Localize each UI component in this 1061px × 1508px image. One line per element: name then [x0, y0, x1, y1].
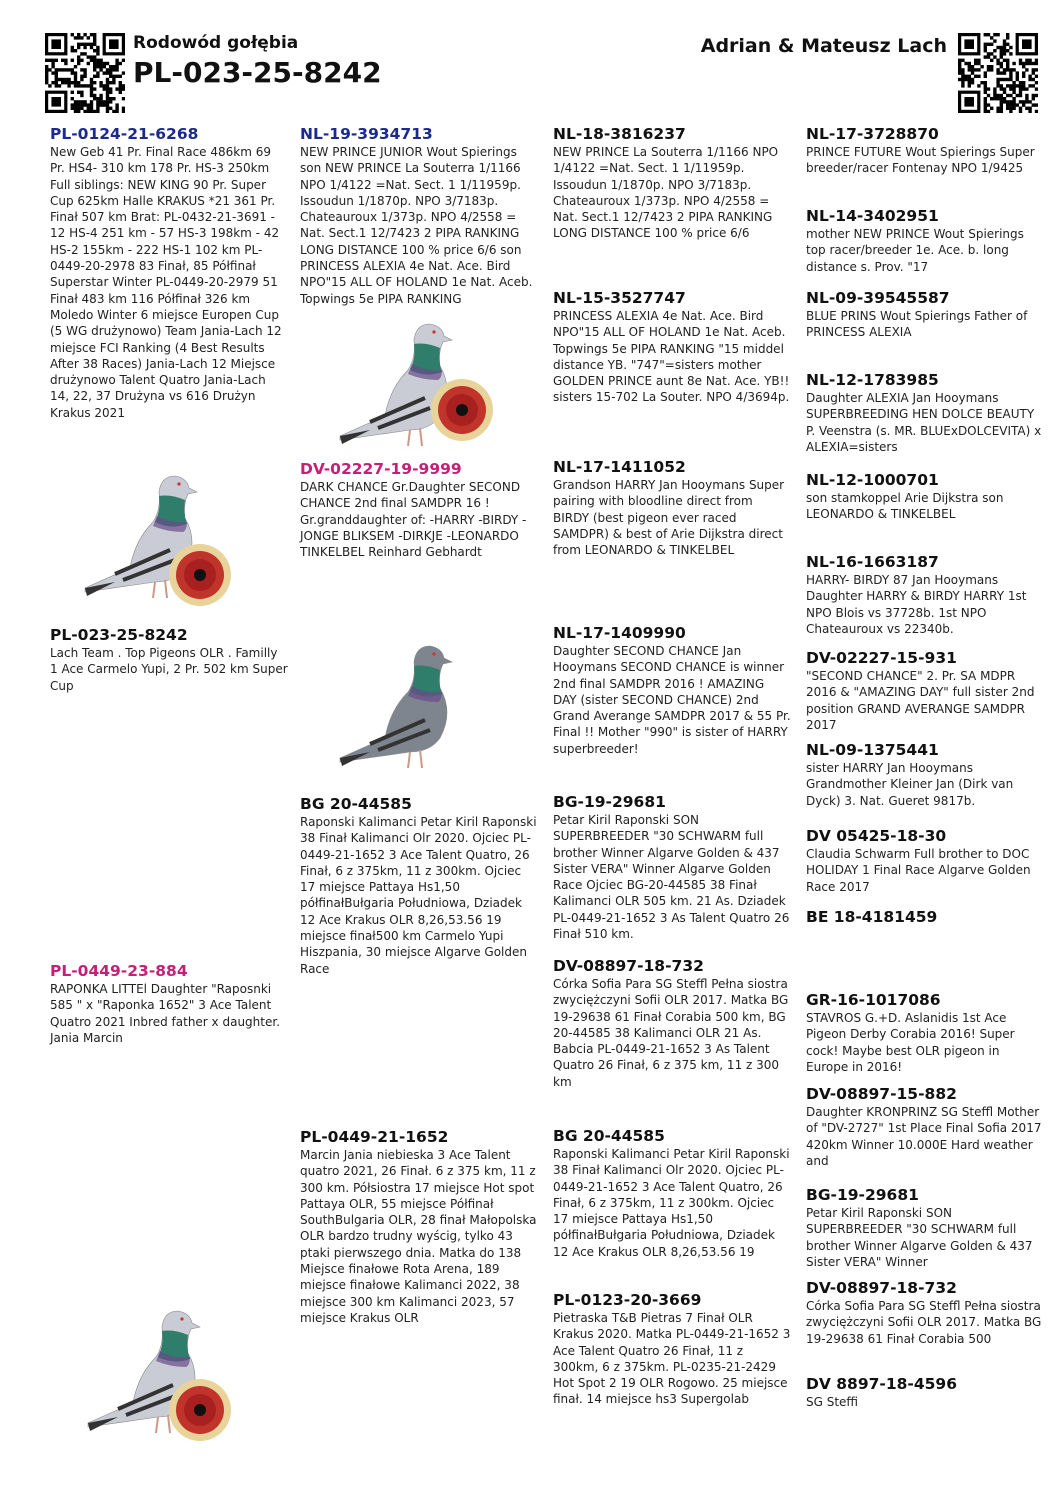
ring-number: NL-09-1375441 [806, 741, 939, 759]
pigeon-description: Claudia Schwarm Full brother to DOC HOLIDAY 1 Final Race Algarve Golden Race 2017 [806, 847, 1031, 894]
pedigree-entry [806, 207, 1044, 275]
pigeon-description: NEW PRINCE JUNIOR Wout Spierings son NEW PRINCE La Souterra 1/1166 NPO 1/4122 =Nat. Sect. 1 1/11959p. Issoudun 1/1870p. NPO 3/7183p. Chateauroux 1/373p. NPO 4/2558 = Nat. Sect.1 12/7423 2 PIPA RANKING LONG DISTANCE 100 % price 6/6 son PRINCESS ALEXIA 4e Nat. Ace. Bird NPO"15 ALL OF HOLAND 1e Nat. Aceb. Topwings 5e PIPA RANKING [300, 145, 533, 306]
pedigree-entry [806, 741, 1044, 809]
pigeon-description: PRINCESS ALEXIA 4e Nat. Ace. Bird NPO"15 ALL OF HOLAND 1e Nat. Aceb. Topwings 5e PIPA RANKING "15 middel distance YB. "747"=sisters mother GOLDEN PRINCE aunt 8e Nat. Ace. YB!! sisters 15-702 La Souter. NPO 4/3694p. [553, 309, 790, 405]
pigeon-description: HARRY- BIRDY 87 Jan Hooymans Daughter HARRY & BIRDY HARRY 1st NPO Blois vs 37728b. 1st NPO Chateauroux vs 22340b. [806, 573, 1027, 636]
pedigree-entry [553, 957, 791, 1090]
pedigree-entry [553, 125, 791, 242]
ring-number: BG 20-44585 [300, 795, 412, 813]
pedigree-entry [806, 1186, 1044, 1270]
pigeon-description: New Geb 41 Pr. Final Race 486km 69 Pr. HS4- 310 km 178 Pr. HS-3 250km Full siblings: NEW KING 90 Pr. Super Cup 625km Halle KRAKUS *21 361 Pr. Finał 507 km Brat: PL-0432-21-3691 - 12 HS-4 251 km - 57 HS-3 198km - 42 HS-2 155km - 222 HS-1 102 km PL-0449-20-2978 83 Finał, 85 Półfinał Superstar Winter PL-0449-20-2979 51 Finał 483 km 116 Półfinał 326 km Moledo Winter 6 miejsce Europen Cup (5 WG drużynowo) Team Jania-Lach 12 miejsce FCI Ranking (4 Best Results After 38 Races) Jania-Lach 12 Miejsce drużynowo Talent Quatro Jania-Lach 14, 22, 37 Drużyna vs 616 Drużyn Krakus 2021 [50, 145, 282, 420]
ring-number: DV-08897-18-732 [806, 1279, 957, 1297]
pigeon-eye-photo [168, 543, 232, 611]
pigeon-description: SG Steffi [806, 1395, 859, 1409]
ring-number: BG 20-44585 [553, 1127, 665, 1145]
ring-number: PL-0124-21-6268 [50, 125, 199, 143]
pedigree-entry [806, 827, 1044, 895]
pigeon-description: Petar Kiril Raponski SON SUPERBREEDER "30 SCHWARM full brother Winner Algarve Golden & 437 Sister VERA" Winner Algarve Golden Race Ojciec BG-20-44585 38 Finał Kalimanci OLR 505 km. 21 As. Dziadek PL-0449-21-1652 3 As Talent Quatro 26 Finał 510 km. [553, 813, 790, 942]
pigeon-photo [330, 640, 480, 784]
ring-number: DV-02227-15-931 [806, 649, 957, 667]
pigeon-description: Marcin Jania niebieska 3 Ace Talent quatro 2021, 26 Finał. 6 z 375 km, 11 z 300 km. Półsiostra 17 miejsce Hot spot Pattaya OLR, 55 miejsce Półfinał SouthBulgaria OLR, 28 finał Małopolska OLR bardzo trudny wyścig, tylko 43 ptaki pierwszego dnia. Matka do 138 Miejsce finałowe Rota Arena, 189 miejsce finałowe Kalimanci 2022, 38 miejsce 300 km Kalimanci 2023, 57 miejsce Krakus OLR [300, 1148, 537, 1325]
ring-number: DV 05425-18-30 [806, 827, 947, 845]
pigeon-description: Pietraska T&B Pietras 7 Finał OLR Krakus 2020. Matka PL-0449-21-1652 3 Ace Talent Quatro 26 Finał, 11 z 300km, 6 z 375km. PL-0235-21-2429 Hot Spot 2 19 OLR Rogowo. 25 miejsce finał. 14 miejsce hs3 Supergolab [553, 1311, 791, 1407]
pedigree-entry [806, 908, 1044, 927]
pedigree-entry [553, 624, 791, 757]
ring-number: NL-17-1409990 [553, 624, 686, 642]
ring-number: NL-19-3934713 [300, 125, 433, 143]
pedigree-entry [300, 795, 538, 977]
pedigree-entry [806, 1279, 1044, 1347]
pedigree-entry [553, 458, 791, 558]
pedigree-entry [300, 125, 538, 307]
ring-number: NL-12-1783985 [806, 371, 939, 389]
pigeon-description: Daughter ALEXIA Jan Hooymans SUPERBREEDING HEN DOLCE BEAUTY P. Veenstra (s. MR. BLUExDOLCEVITA) x ALEXIA=sisters [806, 391, 1042, 454]
ring-number: DV-08897-18-732 [553, 957, 704, 975]
pigeon-description: Lach Team . Top Pigeons OLR . Familly 1 Ace Carmelo Yupi, 2 Pr. 502 km Super Cup [50, 646, 288, 693]
pedigree-entry [806, 649, 1044, 733]
ring-number: PL-0449-23-884 [50, 962, 188, 980]
ring-number: DV-08897-15-882 [806, 1085, 957, 1103]
ring-number: BE 18-4181459 [806, 908, 938, 926]
pigeon-description: sister HARRY Jan Hooymans Grandmother Kleiner Jan (Dirk van Dyck) 3. Nat. Gueret 9817b. [806, 761, 1014, 808]
ring-number: BG-19-29681 [806, 1186, 919, 1204]
ring-number: NL-17-1411052 [553, 458, 686, 476]
qr-code-icon [45, 33, 125, 113]
ring-number: GR-16-1017086 [806, 991, 941, 1009]
pedigree-entry [553, 1127, 791, 1260]
pedigree-entry [553, 793, 791, 942]
pigeon-description: son stamkoppel Arie Dijkstra son LEONARDO & TINKELBEL [806, 491, 1004, 522]
page-title: PL-023-25-8242 [133, 56, 382, 89]
qr-code-icon [958, 33, 1038, 113]
pedigree-entry [806, 125, 1044, 177]
ring-number: PL-0449-21-1652 [300, 1128, 449, 1146]
pigeon-description: Córka Sofia Para SG Steffl Pełna siostra zwyciężczyni Sofii OLR 2017. Matka BG 19-29638 61 Finał Corabia 500 km, BG 20-44585 38 Kalimanci OLR 21 As. Babcia PL-0449-21-1652 3 As Talent Quatro 26 Finał, 6 z 375 km, 11 z 300 km [553, 977, 789, 1089]
pedigree-entry [806, 553, 1044, 637]
document-subtitle: Rodowód gołębia [133, 33, 299, 53]
pigeon-description: PRINCE FUTURE Wout Spierings Super breeder/racer Fontenay NPO 1/9425 [806, 145, 1035, 176]
ring-number: NL-17-3728870 [806, 125, 939, 143]
pigeon-description: Raponski Kalimanci Petar Kiril Raponski 38 Finał Kalimanci Olr 2020. Ojciec PL-0449-21-1652 3 Ace Talent Quatro, 26 Finał, 6 z 375km, 11 z 300km. Ojciec 17 miejsce Pattaya Hs1,50 półfinałBułgaria Południowa, Dziadek 12 Ace Krakus OLR 8,26,53.56 19 miejsce finał500 km Carmelo Yupi Hiszpania, 30 miejsce Algarve Golden Race [300, 815, 537, 976]
pedigree-entry [806, 991, 1044, 1075]
pedigree-entry [806, 371, 1044, 455]
pedigree-entry [50, 626, 288, 694]
ring-number: PL-023-25-8242 [50, 626, 188, 644]
pedigree-entry [806, 471, 1044, 523]
pigeon-description: RAPONKA LITTEl Daughter "Raposnki 585 " x "Raponka 1652" 3 Ace Talent Quatro 2021 Inbred father x daughter. Jania Marcin [50, 982, 281, 1045]
ring-number: NL-18-3816237 [553, 125, 686, 143]
pigeon-description: Raponski Kalimanci Petar Kiril Raponski 38 Finał Kalimanci Olr 2020. Ojciec PL-0449-21-1652 3 Ace Talent Quatro, 26 Finał, 6 z 375km, 11 z 300km. Ojciec 17 miejsce Pattaya Hs1,50 półfinałBułgaria Południowa, Dziadek 12 Ace Krakus OLR 8,26,53.56 19 [553, 1147, 790, 1259]
pigeon-description: DARK CHANCE Gr.Daughter SECOND CHANCE 2nd final SAMDPR 16 ! Gr.granddaughter of: -HARRY -BIRDY -JONGE BLIKSEM -DIRKJE -LEONARDO TINKELBEL Reinhard Gebhardt [300, 480, 527, 560]
pigeon-description: STAVROS G.+D. Aslanidis 1st Ace Pigeon Derby Corabia 2016! Super cock! Maybe best OLR pigeon in Europe in 2016! [806, 1011, 1015, 1074]
pigeon-description: BLUE PRINS Wout Spierings Father of PRINCESS ALEXIA [806, 309, 1028, 340]
pigeon-eye-photo [430, 378, 494, 446]
pigeon-description: Grandson HARRY Jan Hooymans Super pairing with bloodline direct from BIRDY (best pigeon ever raced SAMDPR) & best of Arie Dijkstra direct from LEONARDO & TINKELBEL [553, 478, 785, 558]
pedigree-entry [553, 1291, 791, 1408]
ring-number: NL-09-39545587 [806, 289, 950, 307]
pigeon-eye-photo [168, 1378, 232, 1446]
ring-number: PL-0123-20-3669 [553, 1291, 702, 1309]
pigeon-description: "SECOND CHANCE" 2. Pr. SA MDPR 2016 & "AMAZING DAY" full sister 2nd position GRAND AVERANGE SAMDPR 2017 [806, 669, 1035, 732]
pigeon-description: Daughter KRONPRINZ SG Steffl Mother of "DV-2727" 1st Place Final Sofia 2017 420km Winner 10.000E Hard weather and [806, 1105, 1042, 1168]
pedigree-entry [50, 125, 288, 421]
ring-number: NL-16-1663187 [806, 553, 939, 571]
pedigree-entry [300, 1128, 538, 1326]
ring-number: NL-14-3402951 [806, 207, 939, 225]
pedigree-entry [553, 289, 791, 406]
pedigree-entry [300, 460, 538, 560]
pigeon-description: mother NEW PRINCE Wout Spierings top racer/breeder 1e. Ace. b. long distance s. Prov. "17 [806, 227, 1024, 274]
pedigree-entry [806, 289, 1044, 341]
owner-name: Adrian & Mateusz Lach [700, 35, 947, 57]
pigeon-description: Petar Kiril Raponski SON SUPERBREEDER "30 SCHWARM full brother Winner Algarve Golden & 437 Sister VERA" Winner [806, 1206, 1033, 1269]
pedigree-entry [806, 1375, 1044, 1410]
pigeon-description: NEW PRINCE La Souterra 1/1166 NPO 1/4122 =Nat. Sect. 1 1/11959p. Issoudun 1/1870p. NPO 3/7183p. Chateauroux 1/373p. NPO 4/2558 = Nat. Sect.1 12/7423 2 PIPA RANKING LONG DISTANCE 100 % price 6/6 [553, 145, 779, 241]
ring-number: DV 8897-18-4596 [806, 1375, 957, 1393]
ring-number: NL-15-3527747 [553, 289, 686, 307]
pigeon-description: Córka Sofia Para SG Steffl Pełna siostra zwyciężczyni Sofii OLR 2017. Matka BG 19-29638 61 Finał Corabia 500 [806, 1299, 1042, 1346]
ring-number: BG-19-29681 [553, 793, 666, 811]
ring-number: DV-02227-19-9999 [300, 460, 462, 478]
ring-number: NL-12-1000701 [806, 471, 939, 489]
pigeon-description: Daughter SECOND CHANCE Jan Hooymans SECOND CHANCE is winner 2nd final SAMDPR 2016 ! AMAZING DAY (sister SECOND CHANCE) 2nd Grand Averange SAMDPR 2017 & 55 Pr. Final !! Mother "990" is sister of HARRY superbreeder! [553, 644, 791, 756]
pedigree-entry [806, 1085, 1044, 1169]
pedigree-entry [50, 962, 288, 1046]
